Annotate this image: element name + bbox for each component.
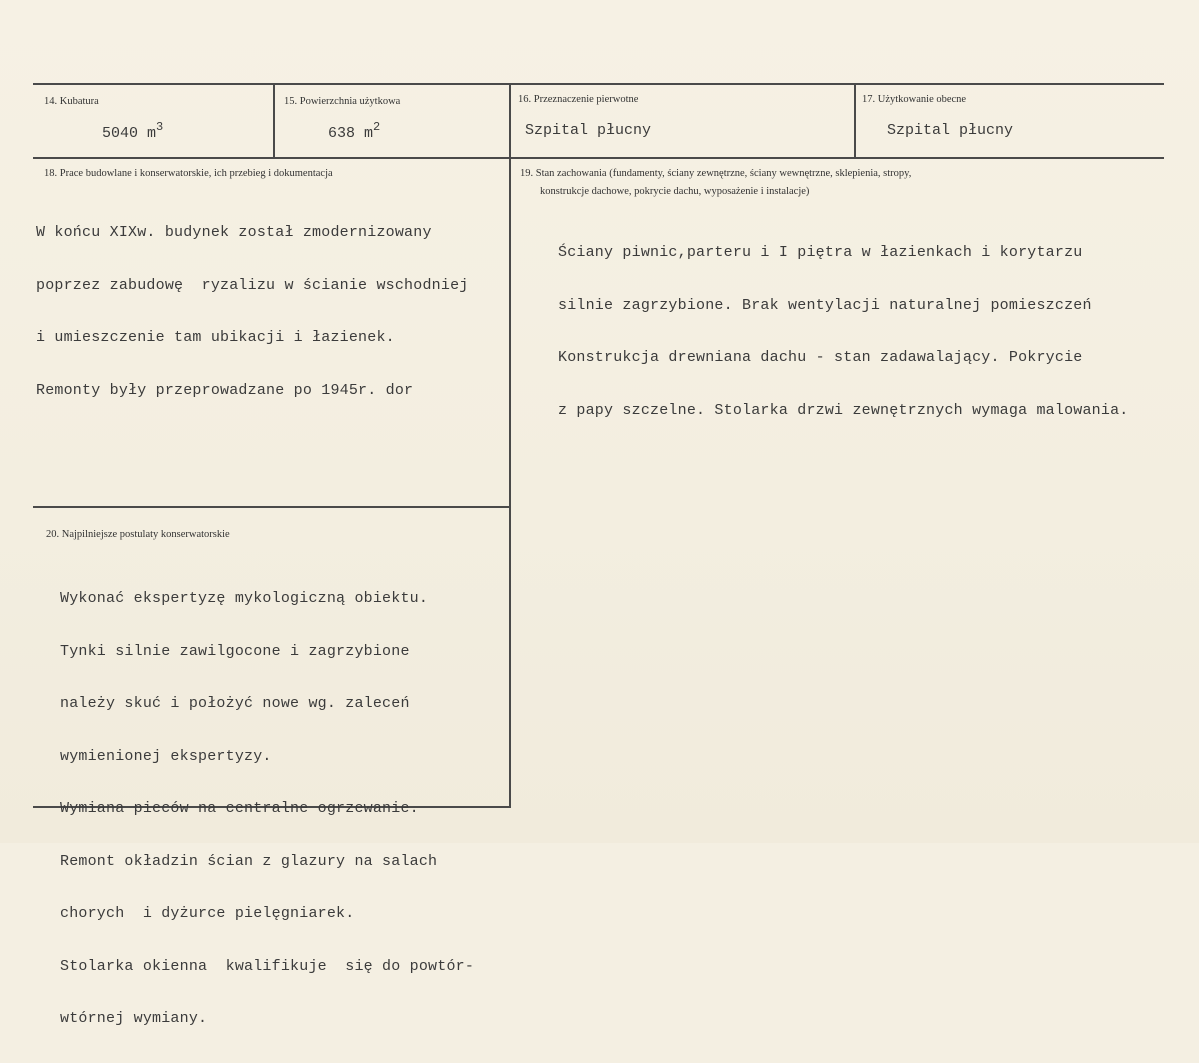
stan-label-line2: konstrukcje dachowe, pokrycie dachu, wyposażenie i instalacje) [540,186,810,197]
przeznaczenie-label: 16. Przeznaczenie pierwotne [518,94,639,105]
kubatura-number: 5040 m [102,125,157,142]
top-rule [33,83,1164,85]
stan-line: z papy szczelne. Stolarka drzwi zewnętrznych wymaga malowania. [558,401,1129,419]
section20-top-rule [33,506,511,508]
postulaty-line: Wymiana pieców na centralne ogrzewanie. [60,800,419,817]
stan-line: Konstrukcja drewniana dachu - stan zadawalający. Pokrycie [558,349,1083,366]
postulaty-text [60,555,474,1063]
col-divider-2 [509,85,511,807]
kubatura-exponent: 3 [156,120,164,134]
prace-label: 18. Prace budowlane i konserwatorskie, ich przebieg i dokumentacja [44,168,333,179]
powierzchnia-label: 15. Powierzchnia użytkowa [284,96,401,107]
postulaty-line: chorych i dyżurce pielęgniarek. [60,905,355,922]
powierzchnia-exponent: 2 [373,120,381,134]
postulaty-line: Wykonać ekspertyzę mykologiczną obiektu. [60,590,429,607]
powierzchnia-value [328,120,380,142]
postulaty-line: Tynki silnie zawilgocone i zagrzybione [60,642,410,660]
prace-text [36,189,468,434]
uzytkowanie-label: 17. Użytkowanie obecne [862,94,967,105]
prace-line: poprzez zabudowę ryzalizu w ścianie wschodniej [36,276,469,294]
postulaty-line: wymienionej ekspertyzy. [60,747,272,765]
col-divider-3 [854,85,856,157]
stan-text [558,209,1129,454]
stan-line: silnie zagrzybione. Brak wentylacji naturalnej pomieszczeń [558,296,1092,314]
postulaty-line: wtórnej wymiany. [60,1010,208,1027]
postulaty-line: Remont okładzin ścian z glazury na salach [60,852,438,870]
kubatura-label: 14. Kubatura [44,96,99,107]
row1-bottom-rule [33,157,1164,159]
kubatura-value [102,120,163,142]
prace-line: i umieszczenie tam ubikacji i łazienek. [36,329,395,346]
powierzchnia-number: 638 m [328,125,374,142]
postulaty-line: Stolarka okienna kwalifikuje się do powtór- [60,957,475,975]
postulaty-label: 20. Najpilniejsze postulaty konserwatorskie [46,529,230,540]
uzytkowanie-value: Szpital płucny [887,122,1014,139]
postulaty-line: należy skuć i położyć nowe wg. zaleceń [60,695,410,712]
prace-line: W końcu XIXw. budynek został zmodernizowany [36,224,432,241]
stan-label-line1: 19. Stan zachowania (fundamenty, ściany zewnętrzne, ściany wewnętrzne, sklepienia, stropy, [520,168,912,179]
przeznaczenie-value: Szpital płucny [525,122,652,139]
col-divider-1 [273,85,275,157]
prace-line: Remonty były przeprowadzane po 1945r. dor [36,381,414,399]
stan-line: Ściany piwnic,parteru i I piętra w łazienkach i korytarzu [558,244,1083,261]
